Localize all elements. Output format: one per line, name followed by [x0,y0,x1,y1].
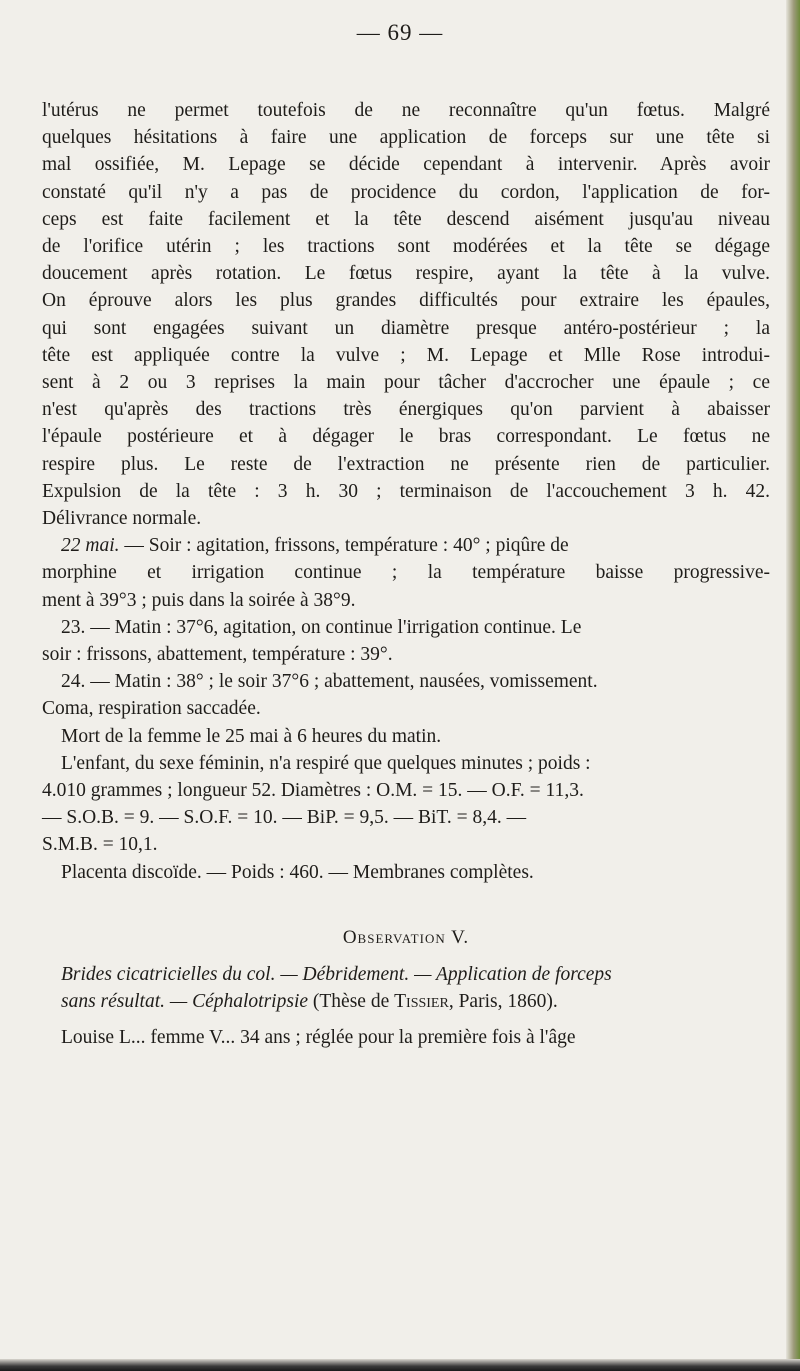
paragraph-child [42,750,770,859]
observation-heading: Observation V. [342,926,470,948]
text-line: l'épaule postérieure et à dégager le bras correspondant. Le fœtus ne [42,426,770,448]
page-edge [786,0,800,1371]
observation-title [42,961,770,1015]
title-italic: sans résultat. — Céphalotripsie [61,991,309,1013]
text-line: l'utérus ne permet toutefois de ne reconnaître qu'un fœtus. Malgré [42,100,770,121]
text-line: sent à 2 ou 3 reprises la main pour tâcher d'accrocher une épaule ; ce [42,372,770,394]
text-line: Délivrance normale. [42,508,202,530]
paragraph-23 [42,614,770,668]
text-line: quelques hésitations à faire une application de forceps sur une tête si [42,127,770,149]
text-line: soir : frissons, abattement, température : 39°. [42,644,393,666]
text-line: n'est qu'après des tractions très énergiques qu'on parvient à abaisser [42,399,770,421]
paragraph-patient [42,1024,770,1051]
page-number: — 69 — [356,20,444,45]
text-line: Mort de la femme le 25 mai à 6 heures du matin. [61,725,442,747]
text-line: morphine et irrigation continue ; la température baisse progressive- [42,562,770,584]
text-line: Brides cicatricielles du col. — Débridement. — Application de forceps [61,964,612,986]
text-line: ceps est faite facilement et la tête descend aisément jusqu'au niveau [42,208,770,230]
paragraph-24 [42,668,770,722]
text-line: — Soir : agitation, frissons, température : 40° ; piqûre de [119,535,569,557]
title-roman: (Thèse de [308,991,395,1013]
text-line: qui sont engagées suivant un diamètre presque antéro-postérieur ; la [42,317,770,339]
text-line: respire plus. Le reste de l'extraction ne présente rien de particulier. [42,453,770,475]
text-line: S.M.B. = 10,1. [42,834,158,856]
page-body [42,97,770,1051]
text-line: 24. — Matin : 38° ; le soir 37°6 ; abattement, nausées, vomissement. [61,671,598,693]
text-line: tête est appliquée contre la vulve ; M. Lepage et Mlle Rose introdui- [42,344,770,366]
text-line: Coma, respiration saccadée. [42,698,261,720]
text-line: Expulsion de la tête : 3 h. 30 ; terminaison de l'accouchement 3 h. 42. [42,480,770,502]
paragraph-1 [42,97,770,532]
text-line: Placenta discoïde. — Poids : 460. — Membranes complètes. [61,861,534,883]
text-line: — S.O.B. = 9. — S.O.F. = 10. — BiP. = 9,5. — BiT. = 8,4. — [42,807,527,829]
text-line: 4.010 grammes ; longueur 52. Diamètres : O.M. = 15. — O.F. = 11,3. [42,780,584,802]
text-line: 23. — Matin : 37°6, agitation, on continue l'irrigation continue. Le [61,616,582,638]
text-line: Louise L... femme V... 34 ans ; réglée pour la première fois à l'âge [61,1026,576,1048]
title-end: , Paris, 1860). [448,991,558,1013]
paragraph-death [42,723,770,750]
text-line: constaté qu'il n'y a pas de procidence du cordon, l'application de for- [42,181,770,203]
paragraph-22-mai [42,532,770,614]
text-line: mal ossifiée, M. Lepage se décide cependant à intervenir. Après avoir [42,154,770,176]
text-line: ment à 39°3 ; puis dans la soirée à 38°9. [42,589,356,611]
text-line: doucement après rotation. Le fœtus respire, ayant la tête à la vulve. [42,263,770,285]
date-label: 22 mai. [61,535,120,557]
author-name: Tissier [394,991,449,1013]
text-line: de l'orifice utérin ; les tractions sont modérées et la tête se dégage [42,236,770,258]
page-bottom-edge [0,1359,800,1371]
text-line: L'enfant, du sexe féminin, n'a respiré que quelques minutes ; poids : [61,752,591,774]
text-line: On éprouve alors les plus grandes difficultés pour extraire les épaules, [42,290,770,312]
paragraph-placenta [42,859,770,886]
